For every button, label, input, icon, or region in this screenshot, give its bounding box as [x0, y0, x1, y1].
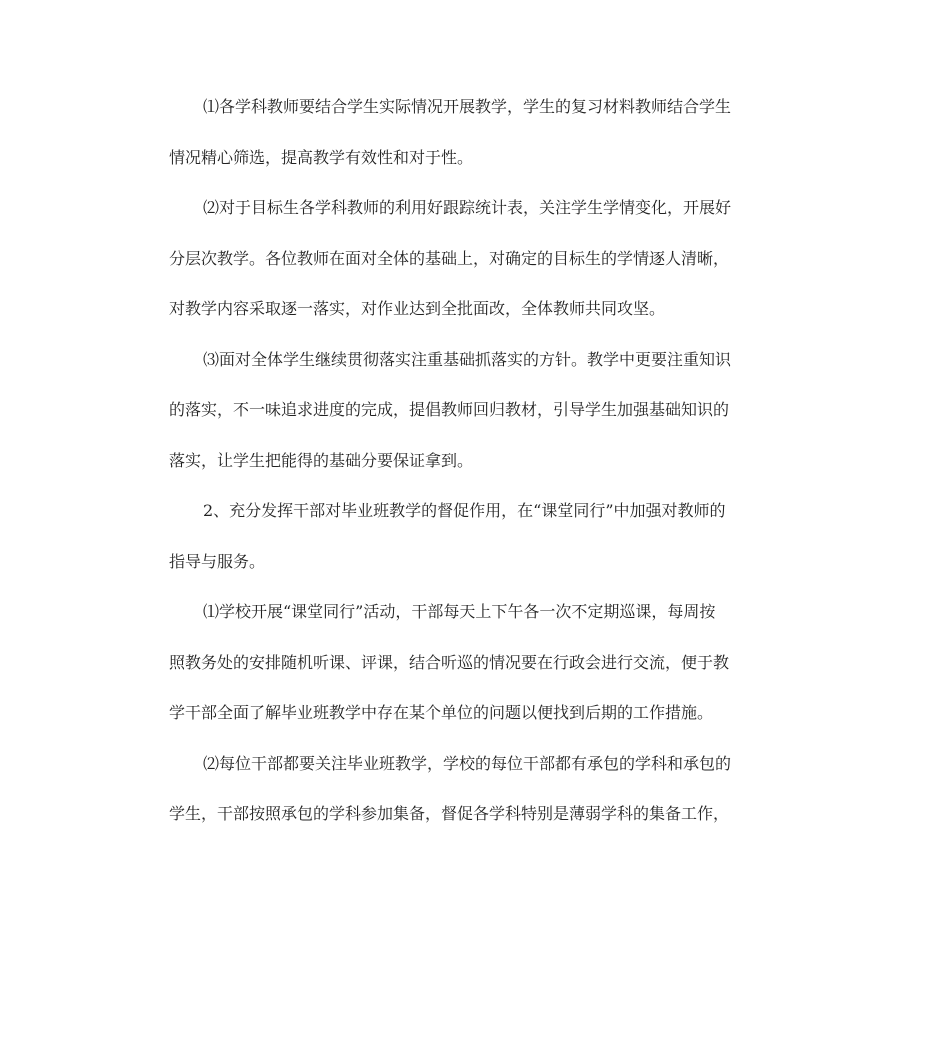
- paragraph-line: 情况精心筛选，提高教学有效性和对于性。: [169, 147, 474, 167]
- paragraph-3: [169, 341, 783, 493]
- paragraph-line: 照教务处的安排随机听课、评课，结合听巡的情况要在行政会进行交流，便于教: [169, 652, 730, 672]
- paragraph-6: [169, 745, 783, 846]
- paragraph-line: 学干部全面了解毕业班教学中存在某个单位的问题以便找到后期的工作措施。: [169, 703, 714, 722]
- paragraph-line: ⑴各学科教师要结合学生实际情况开展教学，学生的复习材料教师结合学生: [203, 97, 732, 116]
- paragraph-line: ⑵对于目标生各学科教师的利用好跟踪统计表，关注学生学情变化，开展好: [203, 198, 732, 217]
- paragraph-4: [169, 492, 783, 593]
- paragraph-line: ⑴学校开展“课堂同行”活动，干部每天上下午各一次不定期巡课，每周按: [203, 602, 716, 621]
- paragraph-line: 落实，让学生把能得的基础分要保证拿到。: [169, 450, 474, 470]
- paragraph-1: [169, 88, 783, 189]
- paragraph-line: ⑶面对全体学生继续贯彻落实注重基础抓落实的方针。教学中更要注重知识: [203, 349, 732, 369]
- paragraph-line: 分层次教学。各位教师在面对全体的基础上，对确定的目标生的学情逐人清晰，: [169, 248, 730, 268]
- paragraph-5: [169, 593, 783, 745]
- paragraph-line: 指导与服务。: [169, 551, 266, 571]
- paragraph-line: 的落实，不一味追求进度的完成，提倡教师回归教材，引导学生加强基础知识的: [169, 400, 730, 419]
- paragraph-line: ⑵每位干部都要关注毕业班教学，学校的每位干部都有承包的学科和承包的: [203, 753, 732, 773]
- paragraph-line: 2、充分发挥干部对毕业班教学的督促作用，在“课堂同行”中加强对教师的: [203, 501, 726, 520]
- paragraph-line: 对教学内容采取逐一落实，对作业达到全批面改，全体教师共同攻坚。: [169, 299, 666, 318]
- document-body: [169, 88, 783, 846]
- paragraph-2: [169, 189, 783, 341]
- paragraph-line: 学生，干部按照承包的学科参加集备，督促各学科特别是薄弱学科的集备工作，: [169, 804, 730, 823]
